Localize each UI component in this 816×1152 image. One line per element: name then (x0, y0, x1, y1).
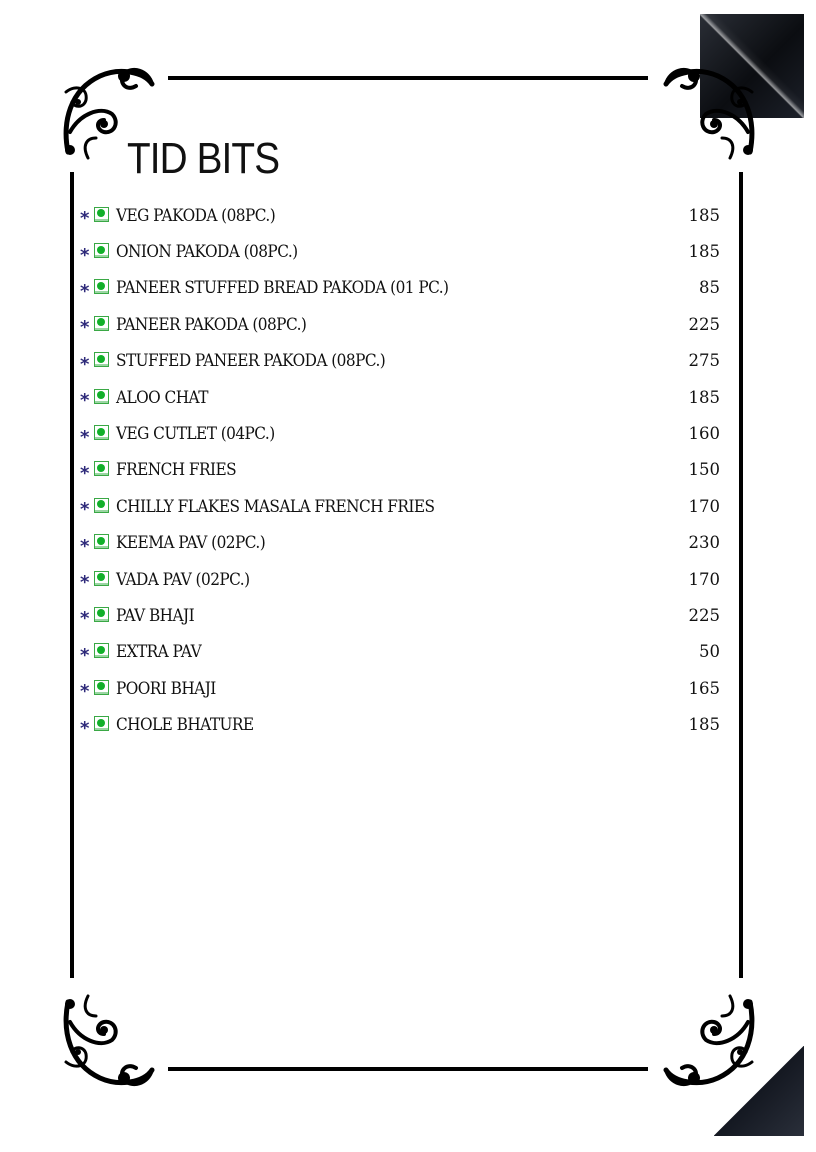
asterisk-icon: * (80, 353, 90, 375)
asterisk-icon: * (80, 317, 90, 339)
menu-item-name: VADA PAV (02PC.) (116, 569, 250, 589)
veg-symbol-icon (94, 207, 109, 222)
menu-item-name: KEEMA PAV (02PC.) (116, 533, 266, 553)
asterisk-icon: * (80, 208, 90, 230)
menu-item (80, 561, 720, 597)
menu-item-name: VEG CUTLET (04PC.) (116, 424, 275, 444)
menu-item (80, 197, 720, 233)
top-right-flourish-icon (660, 62, 760, 162)
veg-symbol-icon (94, 498, 109, 513)
menu-item-price: 185 (688, 715, 720, 735)
veg-symbol-icon (94, 534, 109, 549)
menu-item (80, 525, 720, 561)
menu-item (80, 343, 720, 379)
menu-item-name: ALOO CHAT (116, 387, 208, 407)
asterisk-icon: * (80, 390, 90, 412)
menu-item (80, 452, 720, 488)
veg-symbol-icon (94, 607, 109, 622)
asterisk-icon: * (80, 426, 90, 448)
menu-list (80, 197, 720, 743)
veg-symbol-icon (94, 461, 109, 476)
asterisk-icon: * (80, 499, 90, 521)
frame-top-rule (168, 76, 648, 80)
asterisk-icon: * (80, 572, 90, 594)
menu-item-name: VEG PAKODA (08PC.) (116, 205, 276, 225)
menu-item (80, 706, 720, 742)
menu-item-name: POORI BHAJI (116, 678, 216, 698)
veg-symbol-icon (94, 279, 109, 294)
veg-symbol-icon (94, 352, 109, 367)
menu-item-price: 185 (688, 205, 720, 225)
menu-item-price: 185 (688, 242, 720, 262)
section-title: TID BITS (127, 134, 280, 183)
bottom-left-flourish-icon (58, 992, 158, 1092)
menu-item (80, 488, 720, 524)
menu-item-price: 185 (688, 387, 720, 407)
veg-symbol-icon (94, 716, 109, 731)
menu-item-price: 230 (688, 533, 720, 553)
asterisk-icon: * (80, 644, 90, 666)
veg-symbol-icon (94, 425, 109, 440)
asterisk-icon: * (80, 681, 90, 703)
veg-symbol-icon (94, 571, 109, 586)
menu-item-price: 165 (688, 678, 720, 698)
asterisk-icon: * (80, 535, 90, 557)
menu-item-price: 275 (688, 351, 720, 371)
menu-item (80, 415, 720, 451)
menu-item-name: FRENCH FRIES (116, 460, 237, 480)
menu-item-price: 160 (688, 424, 720, 444)
menu-item-name: PANEER PAKODA (08PC.) (116, 314, 307, 334)
menu-item (80, 270, 720, 306)
menu-item (80, 233, 720, 269)
asterisk-icon: * (80, 462, 90, 484)
veg-symbol-icon (94, 643, 109, 658)
menu-item-price: 85 (699, 278, 720, 298)
frame-left-rule (70, 172, 74, 978)
menu-item (80, 634, 720, 670)
asterisk-icon: * (80, 244, 90, 266)
menu-item-name: STUFFED PANEER PAKODA (08PC.) (116, 351, 386, 371)
menu-item-name: PANEER STUFFED BREAD PAKODA (01 PC.) (116, 278, 449, 298)
menu-item-price: 225 (688, 314, 720, 334)
menu-item-price: 50 (699, 642, 720, 662)
veg-symbol-icon (94, 243, 109, 258)
menu-item-price: 150 (688, 460, 720, 480)
menu-item-price: 170 (688, 496, 720, 516)
menu-item (80, 379, 720, 415)
menu-item (80, 597, 720, 633)
veg-symbol-icon (94, 389, 109, 404)
menu-item-name: EXTRA PAV (116, 642, 202, 662)
menu-item-name: ONION PAKODA (08PC.) (116, 242, 298, 262)
menu-item (80, 670, 720, 706)
bottom-right-flourish-icon (660, 992, 760, 1092)
menu-item-name: CHOLE BHATURE (116, 715, 254, 735)
asterisk-icon: * (80, 608, 90, 630)
frame-bottom-rule (168, 1067, 648, 1071)
menu-item-price: 170 (688, 569, 720, 589)
menu-item-price: 225 (688, 605, 720, 625)
veg-symbol-icon (94, 316, 109, 331)
frame-right-rule (739, 172, 743, 978)
menu-item-name: PAV BHAJI (116, 605, 195, 625)
veg-symbol-icon (94, 680, 109, 695)
menu-item (80, 306, 720, 342)
asterisk-icon: * (80, 717, 90, 739)
menu-item-name: CHILLY FLAKES MASALA FRENCH FRIES (116, 496, 435, 516)
asterisk-icon: * (80, 280, 90, 302)
